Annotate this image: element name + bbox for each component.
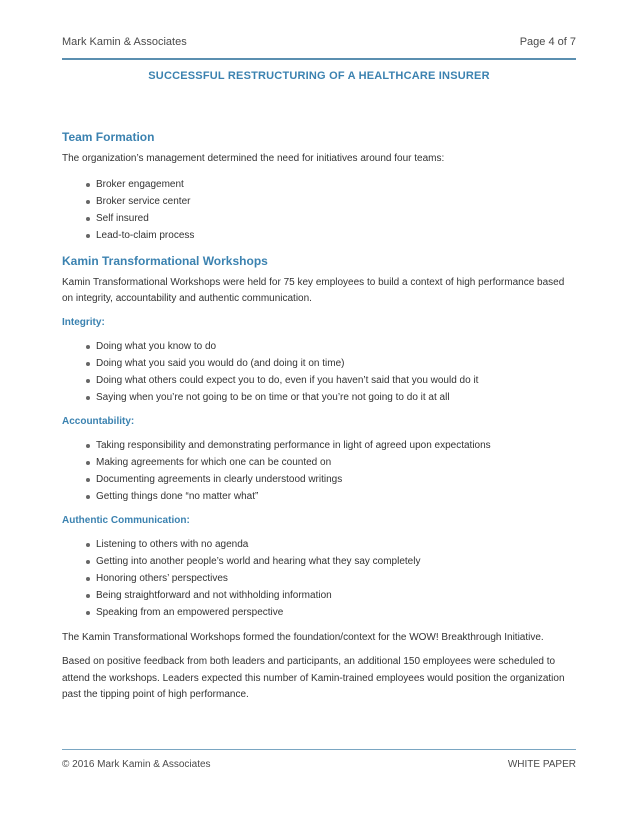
- bullet-icon: [86, 461, 90, 465]
- list-item: Making agreements for which one can be counted on: [86, 454, 576, 471]
- team-formation-intro: The organization’s management determined the need for initiatives around four teams:: [62, 153, 445, 164]
- bullet-icon: [86, 396, 90, 400]
- list-item: Broker engagement: [86, 176, 576, 193]
- bullet-icon: [86, 560, 90, 564]
- authentic-communication-list: [62, 536, 576, 621]
- list-item: Doing what you said you would do (and doing it on time): [86, 355, 576, 372]
- bullet-icon: [86, 594, 90, 598]
- document-title: SUCCESSFUL RESTRUCTURING OF A HEALTHCARE INSURER: [148, 70, 490, 82]
- list-item: Honoring others’ perspectives: [86, 570, 576, 587]
- accountability-list: [62, 437, 576, 505]
- list-item: Doing what others could expect you to do, even if you haven’t said that you would do it: [86, 372, 576, 389]
- bullet-icon: [86, 200, 90, 204]
- bullet-icon: [86, 495, 90, 499]
- closing-paragraph-1: The Kamin Transformational Workshops formed the foundation/context for the WOW! Breakthrough Initiative.: [62, 631, 544, 643]
- workshops-intro: Kamin Transformational Workshops were held for 75 key employees to build a context of high performance based on integrity, accountability and authentic communication.: [62, 276, 565, 304]
- integrity-heading: Integrity:: [62, 316, 105, 328]
- bullet-icon: [86, 345, 90, 349]
- team-formation-list: [62, 176, 576, 244]
- list-item: Broker service center: [86, 193, 576, 210]
- workshops-heading: Kamin Transformational Workshops: [62, 253, 268, 268]
- authentic-communication-heading: Authentic Communication:: [62, 514, 190, 526]
- footer-copyright: © 2016 Mark Kamin & Associates: [62, 759, 211, 770]
- list-item: Lead-to-claim process: [86, 227, 576, 244]
- list-item: Saying when you’re not going to be on time or that you’re not going to do it at all: [86, 389, 576, 406]
- header-company: Mark Kamin & Associates: [62, 36, 187, 48]
- accountability-heading: Accountability:: [62, 415, 135, 427]
- bullet-icon: [86, 234, 90, 238]
- header-divider: [62, 58, 576, 60]
- main-content: [62, 129, 576, 712]
- list-item: Doing what you know to do: [86, 338, 576, 355]
- team-formation-heading: Team Formation: [62, 130, 155, 144]
- bullet-icon: [86, 362, 90, 366]
- list-item: Listening to others with no agenda: [86, 536, 576, 553]
- closing-paragraph-2: Based on positive feedback from both leaders and participants, an additional 150 employees were scheduled to attend the workshops. Leaders expected this number of Kamin-trained employees would position the organization past the tipping point of high performance.: [62, 656, 565, 700]
- page-number: Page 4 of 7: [519, 36, 576, 48]
- footer-label: WHITE PAPER: [507, 759, 576, 770]
- bullet-icon: [86, 183, 90, 187]
- list-item: Getting into another people’s world and hearing what they say completely: [86, 553, 576, 570]
- bullet-icon: [86, 217, 90, 221]
- list-item: Speaking from an empowered perspective: [86, 604, 576, 621]
- integrity-list: [62, 338, 576, 406]
- page-footer: [62, 759, 576, 773]
- footer-divider: [62, 749, 576, 750]
- list-item: Getting things done “no matter what”: [86, 488, 576, 505]
- bullet-icon: [86, 478, 90, 482]
- bullet-icon: [86, 543, 90, 547]
- list-item: Taking responsibility and demonstrating performance in light of agreed upon expectations: [86, 437, 576, 454]
- page-header: [62, 36, 576, 54]
- list-item: Documenting agreements in clearly understood writings: [86, 471, 576, 488]
- bullet-icon: [86, 379, 90, 383]
- bullet-icon: [86, 611, 90, 615]
- list-item: Being straightforward and not withholding information: [86, 587, 576, 604]
- bullet-icon: [86, 444, 90, 448]
- bullet-icon: [86, 577, 90, 581]
- list-item: Self insured: [86, 210, 576, 227]
